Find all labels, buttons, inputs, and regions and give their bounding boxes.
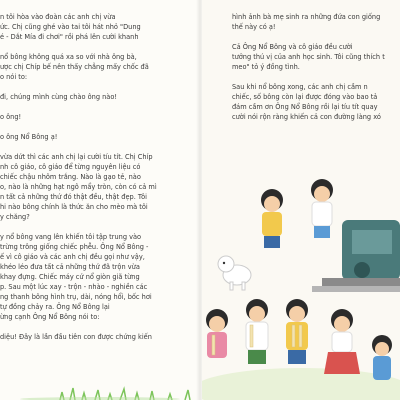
text-line: trừng trông giống chiếc phễu. Ông Nổ Bông - [0,243,149,251]
text-line: diệu! Đây là lần đầu tiên con được chứng kiến [0,333,152,341]
text-line: n tất cả những thứ đó thật đều, thật đẹp. Tôi [0,193,147,201]
text-line: o ông! [0,113,22,121]
grass-icon [0,384,198,400]
text-line: vừa dứt thì các anh chị lại cười tíu tít. Chị Chíp [0,153,153,161]
text-line: chiếc chậu nhôm trắng. Nào là gạo tẻ, nào [0,173,141,181]
text-line: hi nào bông chính là thức ăn cho mèo mà tôi [0,203,148,211]
text-line: nh cô giáo, cô giáo để từng nguyên liệu có [0,163,141,171]
right-page [202,0,400,400]
text-line: Cả Ông Nổ Bông và cô giáo đều cười [232,43,353,51]
text-line: o, nào là những hạt ngô mẩy tròn, còn có cả mì [0,183,157,191]
text-line: ược chị Chíp bế nên thấy chẳng mấy chốc đã [0,63,149,71]
text-line: ừng cạnh Ông Nổ Bông nói to: [0,313,100,321]
text-line: ế vì cô giáo và các anh chị đều gọi như vậy, [0,253,145,261]
text-line: n tôi hòa vào đoàn các anh chị vừa [0,13,116,21]
left-page-text [0,12,196,342]
text-line: nổ bông không quá xa so với nhà ông bà, [0,53,137,61]
text-line: é - Dắt Mía đi chơi" rồi phá lên cười khanh [0,33,139,41]
text-line: thế này có ạ! [232,23,276,31]
text-line: meo" tỏ ý đồng tình. [232,63,300,71]
text-line: ức. Chị cũng ghé vào tai tôi hát nhỏ "Dung [0,23,141,31]
text-line: o nói to: [0,73,28,81]
text-line: đi, chúng mình cùng chào ông nào! [0,93,117,101]
right-page-text [232,12,400,122]
text-line: tưởng thú vị của anh học sinh. Tôi cũng thích t [232,53,385,61]
text-line: khay đựng. Chiếc máy cứ nổ giòn giã từng [0,273,140,281]
dog-icon [218,256,251,290]
text-line: o ông Nổ Bông ạ! [0,133,58,141]
text-line: đám cầm ơn Ông Nổ Bông rồi lại tíu tít quay [232,103,378,111]
left-page [0,0,198,400]
text-line: y chăng? [0,213,30,221]
text-line: cười nói rộn ràng khiến cả con đường làng xó [232,113,381,121]
text-line: Sau khi nổ bông xong, các anh chị cầm n [232,83,368,91]
text-line: ng thanh bông hình trụ, dài, nóng hổi, bốc hơi [0,293,152,301]
text-line: p. Sau một lúc xay - trộn - nhào - nghiền các [0,283,148,291]
text-line: tự đồng chảy ra. Ông Nổ Bông lại [0,303,110,311]
text-line: khéo léo đưa tất cả những thứ đã trộn vừa [0,263,140,271]
text-line: hình ảnh bà mẹ sinh ra những đứa con giống [232,13,381,21]
text-line: y nổ bông vang lên khiến tôi tập trung vào [0,233,142,241]
text-line: chiếc, số bông còn lại được đóng vào bao tả [232,93,378,101]
children-at-popcorn-machine-illustration [202,160,400,400]
